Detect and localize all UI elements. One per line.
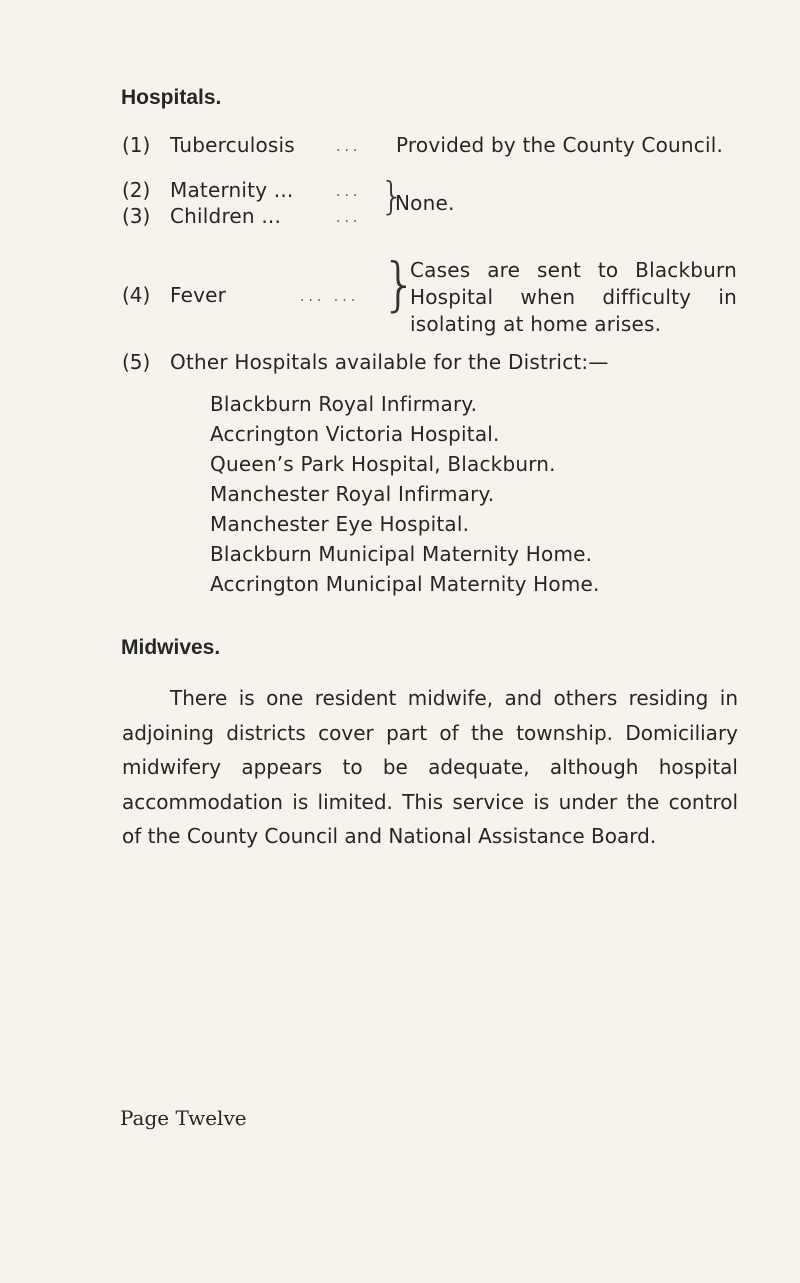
brace: } <box>380 174 405 218</box>
item-number: (3) <box>122 204 151 228</box>
item-number: (4) <box>122 283 151 307</box>
section-heading-hospitals: Hospitals. <box>121 86 222 109</box>
item-label-children: Children ... <box>170 204 282 228</box>
item-value-none: None. <box>395 191 455 215</box>
hospital-list-item: Blackburn Municipal Maternity Home. <box>210 542 593 566</box>
hospital-list-item: Manchester Eye Hospital. <box>210 512 470 536</box>
item-number: (2) <box>122 178 151 202</box>
leader-dots: ... <box>336 184 362 200</box>
item-number: (1) <box>122 133 151 157</box>
leader-dots: ... <box>336 139 362 155</box>
item-label-maternity: Maternity ... <box>170 178 294 202</box>
item-label-fever: Fever <box>170 283 227 307</box>
brace: } <box>381 250 418 318</box>
item-label-tuberculosis: Tuberculosis <box>170 133 295 157</box>
hospital-list-item: Blackburn Royal Infirmary. <box>210 392 478 416</box>
leader-dots: ... <box>336 210 362 226</box>
midwives-paragraph: There is one resident midwife, and others residing in adjoining districts cover part of the township. Domiciliary midwifery appears to be adequate, although hospital accommodation is limited. This service is under the control of the County Council and National Assistance Board. <box>122 686 738 848</box>
leader-dots: ... ... <box>300 289 360 305</box>
item-value-tuberculosis: Provided by the County Council. <box>396 133 724 157</box>
item-value-fever: Cases are sent to Blackburn Hospital when difficulty in isolating at home arises. <box>410 258 737 336</box>
hospital-list-item: Accrington Municipal Maternity Home. <box>210 572 600 596</box>
hospital-list-item: Accrington Victoria Hospital. <box>210 422 500 446</box>
section-heading-midwives: Midwives. <box>121 636 221 659</box>
hospital-list-item: Manchester Royal Infirmary. <box>210 482 495 506</box>
hospital-list-item: Queen’s Park Hospital, Blackburn. <box>210 452 556 476</box>
page-footer: Page Twelve <box>120 1106 247 1130</box>
other-hospitals-label: Other Hospitals available for the District:— <box>170 350 609 374</box>
item-number: (5) <box>122 350 151 374</box>
